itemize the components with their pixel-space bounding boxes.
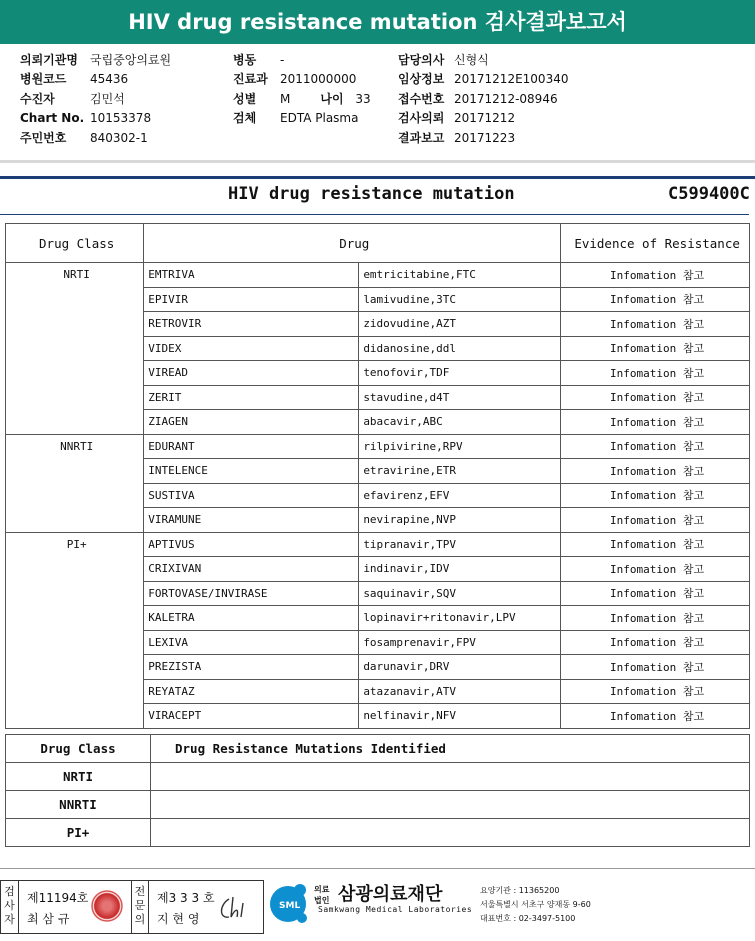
info-row xyxy=(233,70,371,89)
info-value: 김민석 xyxy=(90,91,125,106)
examiner-license: 제11194호 xyxy=(27,891,89,905)
mutation-result-cell xyxy=(151,819,750,847)
examiner-label: 검사자 xyxy=(1,881,19,933)
section-title: HIV drug resistance mutation xyxy=(228,184,515,204)
org-name: 삼광의료재단 xyxy=(338,884,443,905)
age-label: 나이 xyxy=(320,91,344,106)
info-value: 국립중앙의료원 xyxy=(90,53,172,67)
drug-row xyxy=(6,263,750,288)
info-label: 검사의뢰 xyxy=(398,111,445,126)
sml-logo xyxy=(266,880,312,932)
info-label: 임상정보 xyxy=(398,72,445,87)
drug-evidence-cell: Infomation 참고 xyxy=(561,704,750,729)
org-prefix xyxy=(314,884,329,906)
info-value: 840302-1 xyxy=(90,130,148,145)
drug-table xyxy=(5,223,750,729)
sml-logo-text: SML xyxy=(279,901,301,911)
info-row xyxy=(398,129,568,148)
drug-class-cell: NNRTI xyxy=(6,434,144,532)
report-title: HIV drug resistance mutation 검사결과보고서 xyxy=(0,0,755,44)
drug-brand-cell: INTELENCE xyxy=(144,459,359,484)
mutation-class-cell: PI+ xyxy=(6,819,151,847)
section-bottom-rule xyxy=(0,214,749,215)
drug-evidence-cell: Infomation 참고 xyxy=(561,606,750,631)
mutation-class-cell: NRTI xyxy=(6,763,151,791)
info-row xyxy=(20,109,171,128)
mutation-class-cell: NNRTI xyxy=(6,791,151,819)
info-value: 45436 xyxy=(90,72,129,87)
drug-evidence-cell: Infomation 참고 xyxy=(561,287,750,312)
info-value: 10153378 xyxy=(90,111,152,126)
info-row xyxy=(20,90,171,109)
drug-row xyxy=(6,434,750,459)
info-label: 주민번호 xyxy=(20,130,67,145)
info-value: EDTA Plasma xyxy=(280,111,359,126)
org-prefix-bottom: 법인 xyxy=(314,896,330,905)
info-label: 병동 xyxy=(233,53,257,67)
info-row xyxy=(20,70,171,89)
info-value: 20171212E100340 xyxy=(454,72,569,87)
drug-brand-cell: REYATAZ xyxy=(144,679,359,704)
drug-brand-cell: APTIVUS xyxy=(144,532,359,557)
drug-evidence-cell: Infomation 참고 xyxy=(561,336,750,361)
section-code: C599400C xyxy=(668,184,750,204)
drug-class-cell: PI+ xyxy=(6,532,144,728)
info-label: 성별 xyxy=(233,91,257,106)
info-row xyxy=(398,51,568,70)
drug-generic-cell: efavirenz,EFV xyxy=(359,483,561,508)
drug-evidence-cell: Infomation 참고 xyxy=(561,410,750,435)
drug-generic-cell: emtricitabine,FTC xyxy=(359,263,561,288)
drug-evidence-cell: Infomation 참고 xyxy=(561,434,750,459)
drug-row xyxy=(6,532,750,557)
mut-header-mutations: Drug Resistance Mutations Identified xyxy=(151,735,750,763)
drug-evidence-cell: Infomation 참고 xyxy=(561,312,750,337)
drug-class-cell: NRTI xyxy=(6,263,144,435)
drug-brand-cell: VIDEX xyxy=(144,336,359,361)
drug-generic-cell: zidovudine,AZT xyxy=(359,312,561,337)
section-top-rule xyxy=(0,176,755,179)
drug-brand-cell: EDURANT xyxy=(144,434,359,459)
info-row xyxy=(398,109,568,128)
org-contact-line: 요양기관 : 11365200 xyxy=(480,886,560,895)
info-label: 진료과 xyxy=(233,72,268,87)
drug-generic-cell: tipranavir,TPV xyxy=(359,532,561,557)
sml-logo-icon xyxy=(266,880,312,932)
info-row xyxy=(233,109,371,128)
info-label: Chart No. xyxy=(20,111,85,126)
drug-brand-cell: EPIVIR xyxy=(144,287,359,312)
patient-info-col3 xyxy=(398,51,568,148)
drug-generic-cell: lamivudine,3TC xyxy=(359,287,561,312)
drug-brand-cell: PREZISTA xyxy=(144,655,359,680)
info-row xyxy=(398,90,568,109)
info-label: 담당의사 xyxy=(398,53,445,67)
drug-evidence-cell: Infomation 참고 xyxy=(561,483,750,508)
drug-evidence-cell: Infomation 참고 xyxy=(561,385,750,410)
drug-evidence-cell: Infomation 참고 xyxy=(561,263,750,288)
mutation-row xyxy=(6,791,750,819)
specialist-name: 지 현 영 xyxy=(157,912,200,926)
drug-generic-cell: atazanavir,ATV xyxy=(359,679,561,704)
drug-brand-cell: LEXIVA xyxy=(144,630,359,655)
drug-evidence-cell: Infomation 참고 xyxy=(561,630,750,655)
mutation-table xyxy=(5,734,750,847)
patient-info-col2 xyxy=(233,51,371,129)
drug-generic-cell: darunavir,DRV xyxy=(359,655,561,680)
specialist-label: 전문의 xyxy=(131,881,149,933)
info-value: 2011000000 xyxy=(280,72,357,87)
signature-box xyxy=(0,880,264,934)
mutation-result-cell xyxy=(151,791,750,819)
info-label: 병원코드 xyxy=(20,72,67,87)
drug-brand-cell: SUSTIVA xyxy=(144,483,359,508)
mut-header-class: Drug Class xyxy=(6,735,151,763)
header-divider xyxy=(0,160,755,163)
org-contact-line: 대표번호 : 02-3497-5100 xyxy=(480,914,576,923)
drug-generic-cell: lopinavir+ritonavir,LPV xyxy=(359,606,561,631)
info-label: 의뢰기관명 xyxy=(20,53,78,67)
drug-generic-cell: rilpivirine,RPV xyxy=(359,434,561,459)
info-row xyxy=(233,90,371,109)
drug-generic-cell: tenofovir,TDF xyxy=(359,361,561,386)
signature-mark xyxy=(217,893,257,923)
specialist-license: 제3 3 3 호 xyxy=(157,891,215,905)
mutation-table-header xyxy=(6,735,750,763)
drug-brand-cell: KALETRA xyxy=(144,606,359,631)
info-value: - xyxy=(280,53,285,67)
info-label: 수진자 xyxy=(20,91,55,106)
age-value: 33 xyxy=(355,91,371,106)
info-value: M xyxy=(280,91,291,106)
drug-brand-cell: ZIAGEN xyxy=(144,410,359,435)
drug-brand-cell: VIREAD xyxy=(144,361,359,386)
examiner-seal xyxy=(91,890,123,922)
drug-evidence-cell: Infomation 참고 xyxy=(561,581,750,606)
drug-evidence-cell: Infomation 참고 xyxy=(561,508,750,533)
drug-generic-cell: stavudine,d4T xyxy=(359,385,561,410)
drug-brand-cell: RETROVIR xyxy=(144,312,359,337)
org-contact xyxy=(480,884,591,926)
drug-brand-cell: ZERIT xyxy=(144,385,359,410)
examiner-name: 최 삼 규 xyxy=(27,912,70,926)
drug-evidence-cell: Infomation 참고 xyxy=(561,361,750,386)
info-value: 20171212-08946 xyxy=(454,91,558,106)
footer-divider xyxy=(0,868,755,869)
info-value: 20171212 xyxy=(454,111,516,126)
info-label: 검체 xyxy=(233,111,257,126)
drug-brand-cell: CRIXIVAN xyxy=(144,557,359,582)
drug-generic-cell: abacavir,ABC xyxy=(359,410,561,435)
drug-generic-cell: nelfinavir,NFV xyxy=(359,704,561,729)
drug-evidence-cell: Infomation 참고 xyxy=(561,459,750,484)
drug-evidence-cell: Infomation 참고 xyxy=(561,655,750,680)
header-drug-class: Drug Class xyxy=(6,224,144,263)
drug-generic-cell: etravirine,ETR xyxy=(359,459,561,484)
drug-generic-cell: didanosine,ddl xyxy=(359,336,561,361)
drug-table-header xyxy=(6,224,750,263)
patient-info-col1 xyxy=(20,51,171,148)
header-evidence: Evidence of Resistance xyxy=(561,224,750,263)
org-prefix-top: 의료 xyxy=(314,885,330,894)
mutation-row xyxy=(6,819,750,847)
drug-brand-cell: FORTOVASE/INVIRASE xyxy=(144,581,359,606)
info-value: 신형식 xyxy=(454,53,489,67)
info-row xyxy=(233,51,371,70)
org-english-name: Samkwang Medical Laboratories xyxy=(318,905,473,914)
drug-brand-cell: VIRACEPT xyxy=(144,704,359,729)
drug-generic-cell: indinavir,IDV xyxy=(359,557,561,582)
mutation-result-cell xyxy=(151,763,750,791)
header-drug: Drug xyxy=(144,224,561,263)
drug-generic-cell: fosamprenavir,FPV xyxy=(359,630,561,655)
drug-brand-cell: EMTRIVA xyxy=(144,263,359,288)
drug-brand-cell: VIRAMUNE xyxy=(144,508,359,533)
org-contact-line: 서울특별시 서초구 양재동 9-60 xyxy=(480,900,591,909)
drug-generic-cell: nevirapine,NVP xyxy=(359,508,561,533)
info-label: 접수번호 xyxy=(398,91,445,106)
drug-evidence-cell: Infomation 참고 xyxy=(561,557,750,582)
info-row xyxy=(398,70,568,89)
mutation-row xyxy=(6,763,750,791)
drug-generic-cell: saquinavir,SQV xyxy=(359,581,561,606)
info-row xyxy=(20,51,171,70)
info-value: 20171223 xyxy=(454,130,516,145)
info-row xyxy=(20,129,171,148)
drug-evidence-cell: Infomation 참고 xyxy=(561,532,750,557)
info-label: 결과보고 xyxy=(398,130,445,145)
drug-evidence-cell: Infomation 참고 xyxy=(561,679,750,704)
